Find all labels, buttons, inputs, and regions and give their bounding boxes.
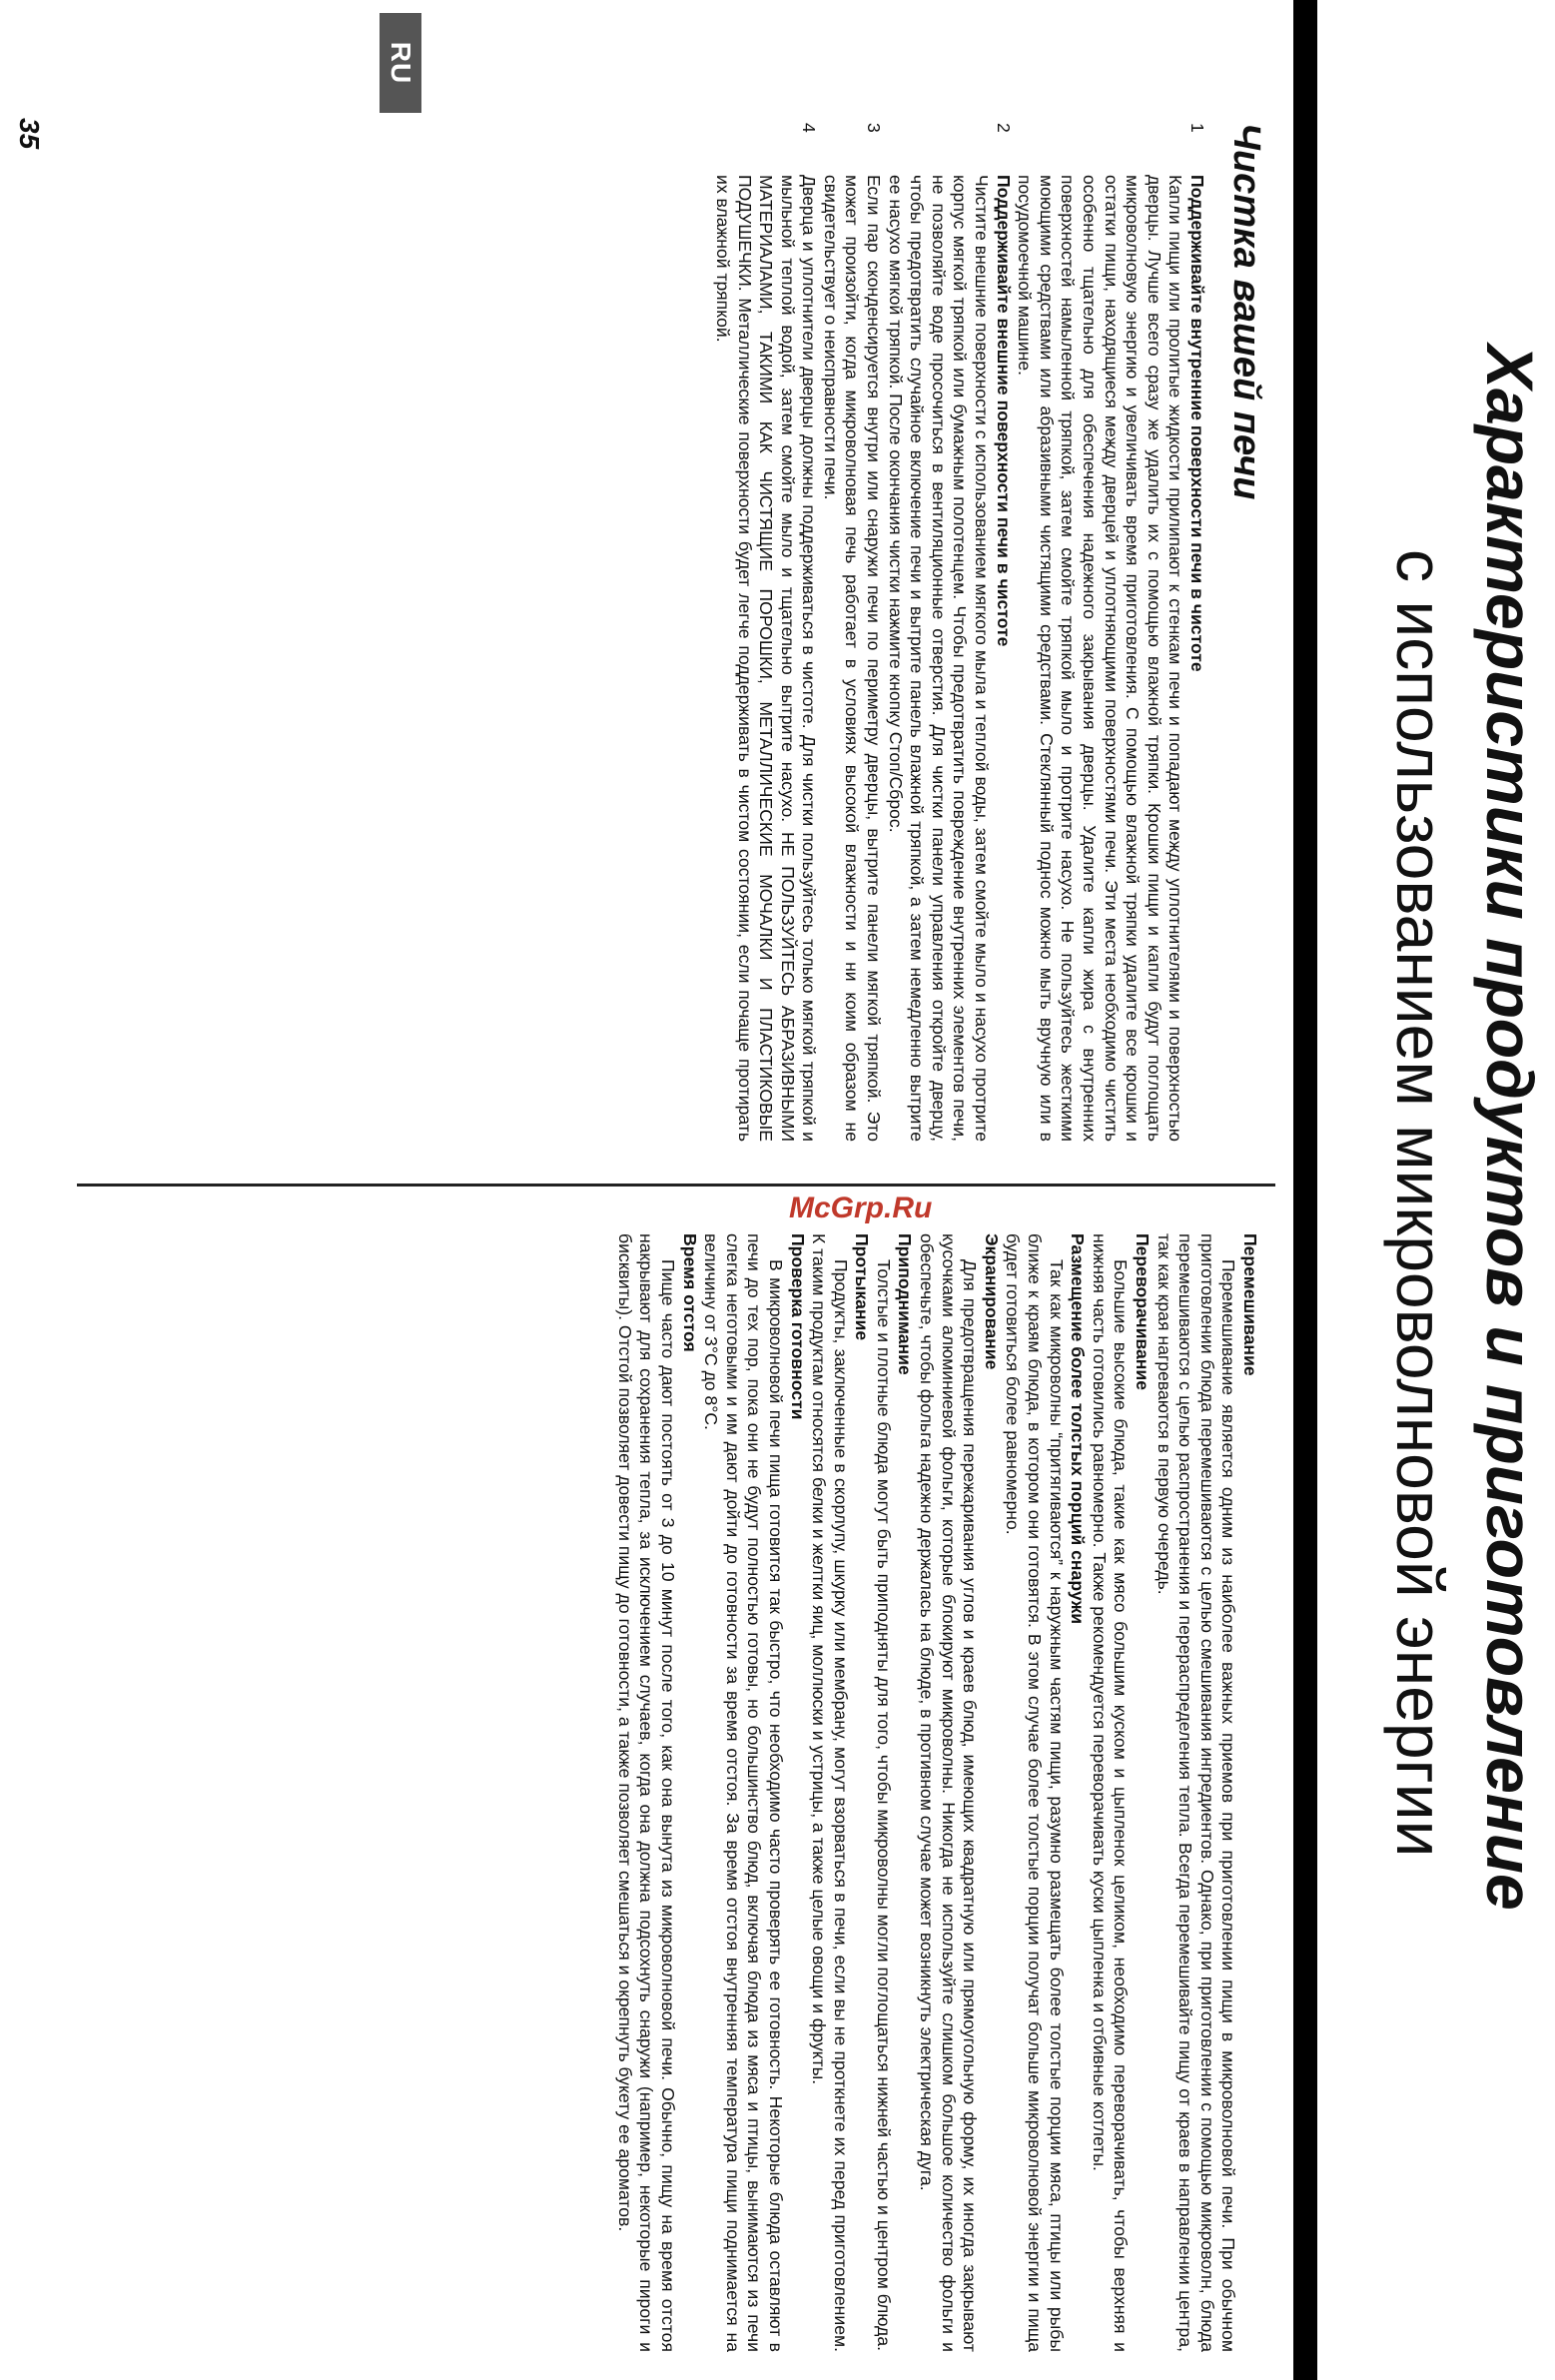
item-text: Если пар сконденсируется внутри или снаружи печи по периметру дверцы, вытрите панели мягкой тряпкой. Это может произойти, когда микроволновая печь работает в условиях высокой влажности и ни коим образом не свидетельствует о неисправности печи. bbox=[820, 175, 885, 1142]
watermark: McGrp.Ru bbox=[789, 1191, 933, 1224]
item-text: Дверца и уплотнители дверцы должны поддерживаться в чистоте. Для чистки пользуйтесь только мягкой тряпкой и мыльной теплой водой, затем смойте мыло и тщательно вытрите насухо. НЕ ПОЛЬЗУЙТЕСЬ АБРАЗИВНЫМИ МАТЕРИАЛАМИ, ТАКИМИ КАК ЧИСТЯЩИЕ ПОРОШКИ, МЕТАЛЛИЧЕСКИЕ МОЧАЛКИ И ПЛАСТИКОВЫЕ ПОДУШЕЧКИ. Металлические поверхности будет легче поддерживать в чистом состоянии, если почаще протирать их влажной тряпкой. bbox=[712, 175, 820, 1142]
header-divider-bar bbox=[1293, 0, 1317, 2380]
item-text: Капли пищи или пролитые жидкости прилипают к стенкам печи и попадают между уплотнителями и поверхностью дверцы. Лучше всего сразу же удалить их с помощью влажной тряпки. Крошки пищи и капли будут поглощать микроволновую энергию и увеличивать время приготовления. С помощью влажной тряпки удалите все крошки и остатки пищи, находящиеся между дверцей и уплотняющими поверхностями печи. Эти места необходимо чистить особенно тщательно для обеспечения надежного закрывания дверцы. Удалите капли жира с внутренних поверхностей намыленной тряпкой, затем смойте тряпкой мыло и протрите насухо. Не пользуйтесь жесткими моющими средствами или абразивными чистящими средствами. Стеклянный поднос можно мыть вручную или в посудомоечной машине. bbox=[1015, 175, 1186, 1142]
section-text: В микроволновой печи пища готовится так быстро, что необходимо часто проверять ее готовность. Некоторые блюда оставляют в печи до тех пор, пока они не будут полностью готовы, но большинство блюд, включая блюда из мяса и птицы, вынимаются из печи слегка неготовыми и им дают дойти до готовности за время отстоя. За время отстоя внутренняя температура пищи поднимается на величину от 3°С до 8°С. bbox=[701, 1233, 786, 2352]
item-text: Чистите внешние поверхности с использованием мягкого мыла и теплой воды, затем смойте мыло и насухо протрите корпус мягкой тряпкой или бумажным полотенцем. Чтобы предотвратить повреждение внутренних элементов печи, не позволяйте воде просочиться в вентиляционные отверстия. Для чистки панели управления откройте дверцу, чтобы предотвратить случайное включение печи и вытрите панель влажной тряпкой, а затем немедленно вытрите ее насухо мягкой тряпкой. После окончания чистки нажмите кнопку Стоп/Сброс. bbox=[885, 175, 993, 1142]
section-text: Толстые и плотные блюда могут быть приподняты для того, чтобы микроволны могли поглощаться нижней частью и центром блюда. bbox=[873, 1259, 894, 2351]
section-text: Так как микроволны “притягиваются” к наружным частям пищи, разумно размещать более толстые порции мяса, птицы или рыбы ближе к краям блюда, в котором они готовятся. В этом случае более толстые порции получат больше микроволновой энергии и пища будет готовиться более равномерно. bbox=[1003, 1233, 1067, 2352]
section-heading: Приподнимание bbox=[895, 1233, 916, 1375]
language-badge: RU bbox=[380, 13, 421, 113]
cleaning-item-3 bbox=[819, 123, 884, 1142]
section-turning bbox=[1088, 1233, 1153, 2352]
section-heading: Проверка готовности bbox=[787, 1233, 808, 1420]
section-text: Перемешивание является одним из наиболее важных приемов при приготовлении пищи в микроволновой печи. При обычном приготовлении блюда перемешиваются с целью смешивания ингредиентов. Однако, при приготовлении с помощью микроволн, блюда перемешиваются с целью распространения и перераспределения тепла. Всегда перемешивайте пищу от краев в направлении центра, так как края нагреваются в первую очередь. bbox=[1154, 1233, 1239, 2352]
section-thick-portions bbox=[1002, 1233, 1088, 2352]
section-doneness-check bbox=[700, 1233, 808, 2352]
cleaning-column bbox=[711, 123, 1267, 1142]
section-text: Пище часто дают постоять от 3 до 10 минут после того, как она вынута из микроволновой печи. Обычно, пищу на время отстоя накрывают для сохранения тепла, за исключением случаев, когда она должна подсохнуть снаружи (например, некоторые пироги и бисквиты). Отстой позволяет довести пищу до готовности, а также позволяет смешаться и окрепнуть букету ее ароматов. bbox=[614, 1233, 678, 2352]
section-shielding bbox=[916, 1233, 1002, 2352]
section-stirring bbox=[1153, 1233, 1260, 2352]
section-text: Продукты, заключенные в скорлупу, шкурку или мембрану, могут взорваться в печи, если вы не проткнете их перед приготовлением. К таким продуктам относятся белки и желтки яиц, моллюски и устрицы, а также целые овощи и фрукты. bbox=[809, 1233, 851, 2352]
cleaning-section-title: Чистка вашей печи bbox=[1225, 123, 1267, 500]
section-heading: Экранирование bbox=[981, 1233, 1002, 1370]
page-subtitle: с использованием микроволновой энергии bbox=[1383, 549, 1457, 1858]
column-divider bbox=[77, 1184, 1275, 1187]
page-title: Характеристики продуктов и приготовление bbox=[1473, 345, 1547, 1911]
item-number: 4 bbox=[799, 123, 820, 133]
cooking-techniques-column bbox=[613, 1233, 1260, 2352]
page-number: 35 bbox=[14, 118, 45, 150]
section-piercing bbox=[808, 1233, 873, 2352]
section-heading: Переворачивание bbox=[1133, 1233, 1154, 1391]
cleaning-item-4 bbox=[711, 123, 819, 1142]
section-heading: Протыкание bbox=[852, 1233, 873, 1341]
section-heading: Размещение более толстых порций снаружи bbox=[1068, 1233, 1089, 1625]
section-text: Для предотвращения пережаривания углов и краев блюд, имеющих квадратную или прямоугольную форму, их иногда закрывают кусочками алюминиевой фольги, которые блокируют микроволны. Никогда не используйте слишком большое количество фольги и обеспечьте, чтобы фольга надежно держалась на блюде, в противном случае может возникнуть электрическая дуга. bbox=[917, 1233, 981, 2352]
cleaning-item-2 bbox=[884, 123, 1014, 1142]
item-heading: Поддерживайте внутренние поверхности печи в чистоте bbox=[1187, 175, 1207, 672]
item-number: 1 bbox=[1187, 123, 1207, 133]
section-standing-time bbox=[613, 1233, 699, 2352]
item-number: 2 bbox=[993, 123, 1014, 133]
cleaning-item-1 bbox=[1014, 123, 1207, 1142]
section-elevating bbox=[872, 1233, 915, 2352]
section-text: Большие высокие блюда, такие как мясо большим куском и цыпленок целиком, необходимо переворачивать, чтобы верхняя и нижняя часть готовились равномерно. Также рекомендуется переворачивать куски цыпленка и отбивные котлеты. bbox=[1089, 1233, 1132, 2352]
item-heading: Поддерживайте внешние поверхности печи в чистоте bbox=[993, 175, 1014, 647]
section-heading: Время отстоя bbox=[679, 1233, 700, 1352]
section-heading: Перемешивание bbox=[1240, 1233, 1260, 1376]
item-number: 3 bbox=[864, 123, 885, 133]
